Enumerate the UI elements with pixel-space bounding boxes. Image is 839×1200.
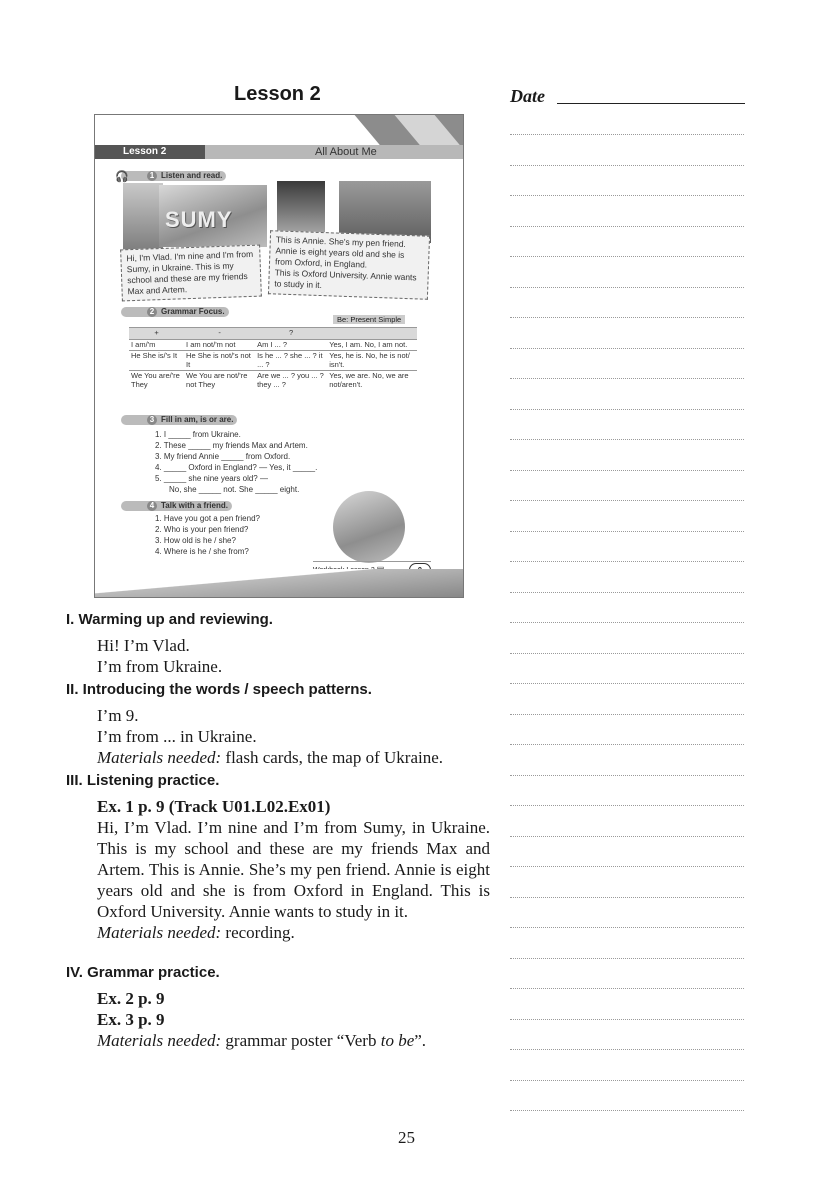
list-item: 1. Have you got a pen friend? [155,514,260,523]
table-row: We You are/'re They We You are not/'re not They Are we ... ? you ... ? they ... ? Yes, we are. No, we are not/aren't. [129,371,417,391]
note-line[interactable] [510,1019,744,1020]
exercise-3-list [155,429,317,495]
note-line[interactable] [510,317,744,318]
note-line[interactable] [510,256,744,257]
note-line[interactable] [510,226,744,227]
note-line[interactable] [510,1080,744,1081]
lesson-title: Lesson 2 [234,83,321,105]
section-2-body: I’m 9. I’m from ... in Ukraine. Materials needed: flash cards, the map of Ukraine. [97,706,444,767]
sumy-sign: SUMY [165,207,233,232]
note-line[interactable] [510,470,744,471]
annie-text-2: This is Oxford University. Annie wants to study in it. [274,267,417,291]
note-line[interactable] [510,409,744,410]
list-item: 3. My friend Annie _____ from Oxford. [155,452,291,461]
note-line[interactable] [510,1110,744,1111]
page-corner-decoration [95,569,463,597]
exercise-3-badge: 3 Fill in am, is or are. [121,415,237,425]
note-line[interactable] [510,500,744,501]
exercise-2-badge: 2 Grammar Focus. [121,307,229,317]
section-1-body: Hi! I’m Vlad. I’m from Ukraine. [97,636,223,676]
section-1-heading: I. Warming up and reviewing. [66,611,273,628]
date-input-line[interactable] [557,103,745,104]
list-item: 2. Who is your pen friend? [155,525,249,534]
note-line[interactable] [510,592,744,593]
note-line[interactable] [510,287,744,288]
note-line[interactable] [510,378,744,379]
list-item: 3. How old is he / she? [155,536,236,545]
exercise-4-list [155,513,260,557]
note-line[interactable] [510,622,744,623]
table-row: I am/'m I am not/'m not Am I ... ? Yes, I am. No, I am not. [129,339,417,351]
exercise-1-badge: 1 Listen and read. [121,171,226,181]
note-line[interactable] [510,1049,744,1050]
textbook-theme: All About Me [315,146,377,158]
list-item: No, she _____ not. She _____ eight. [169,485,300,494]
note-line[interactable] [510,836,744,837]
table-row: He She is/'s It He She is not/'s not It Is he ... ? she ... ? it ... ? Yes, he is. No, he is not/ isn't. [129,351,417,371]
section-4-heading: IV. Grammar practice. [66,964,220,981]
col-plus: + [129,328,184,340]
note-line[interactable] [510,744,744,745]
col-minus: - [184,328,255,340]
note-line[interactable] [510,775,744,776]
note-line[interactable] [510,897,744,898]
list-item: 2. These _____ my friends Max and Artem. [155,441,308,450]
note-line[interactable] [510,348,744,349]
grammar-table [129,327,417,390]
section-2-heading: II. Introducing the words / speech patterns. [66,681,372,698]
note-line[interactable] [510,165,744,166]
section-3-heading: III. Listening practice. [66,772,220,789]
note-line[interactable] [510,653,744,654]
vlad-photo [123,183,163,251]
note-line[interactable] [510,561,744,562]
transcript: Hi, I’m Vlad. I’m nine and I’m from Sumy, in Ukraine. This is my school and these are my friends Max and Artem. This is Annie. She’s my pen friend. Annie is eight years old and she is from Oxford in England. This is Oxford University. Annie wants to study in it. [97,818,490,921]
annie-text-box [268,230,430,300]
section-3-body: Ex. 1 p. 9 (Track U01.L02.Ex01) Hi, I’m Vlad. I’m nine and I’m from Sumy, in Ukraine. This is my school and these are my friends Max and Artem. This is Annie. She’s my pen friend. Annie is eight years old and she is from Oxford in England. This is Oxford University. Annie wants to study in it. Materials needed: recording. [97,797,490,942]
date-label: Date [510,86,545,106]
note-line[interactable] [510,683,744,684]
note-line[interactable] [510,958,744,959]
note-line[interactable] [510,714,744,715]
note-line[interactable] [510,927,744,928]
vlad-speech-bubble: Hi, I'm Vlad. I'm nine and I'm from Sumy, in Ukraine. This is my school and these are my friends Max and Artem. [120,245,262,302]
note-line[interactable] [510,988,744,989]
note-line[interactable] [510,866,744,867]
col-question: ? [255,328,327,340]
exercise-4-badge: 4 Talk with a friend. [121,501,232,511]
section-4-body: Ex. 2 p. 9 Ex. 3 p. 9 Materials needed: grammar poster “Verb to be”. [97,989,427,1050]
note-line[interactable] [510,195,744,196]
annie-text-1: This is Annie. She's my pen friend. Annie is eight years old and she is from Oxford, in England. [274,234,407,270]
page-number: 25 [398,1128,415,1147]
list-item: 5. _____ she nine years old? — [155,474,268,483]
list-item: 4. _____ Oxford in England? — Yes, it _____. [155,463,318,472]
exercise-ref: Ex. 1 p. 9 (Track U01.L02.Ex01) [97,797,331,816]
note-line[interactable] [510,805,744,806]
note-line[interactable] [510,531,744,532]
girl-photo [333,491,405,563]
note-line[interactable] [510,134,744,135]
headphones-icon: 🎧 [115,171,129,183]
textbook-page-image [94,114,464,598]
textbook-lesson-tag: Lesson 2 [95,145,205,159]
note-line[interactable] [510,439,744,440]
sumy-photo [159,185,267,247]
grammar-label: Be: Present Simple [333,315,405,324]
list-item: 4. Where is he / she from? [155,547,249,556]
list-item: 1. I _____ from Ukraine. [155,430,241,439]
